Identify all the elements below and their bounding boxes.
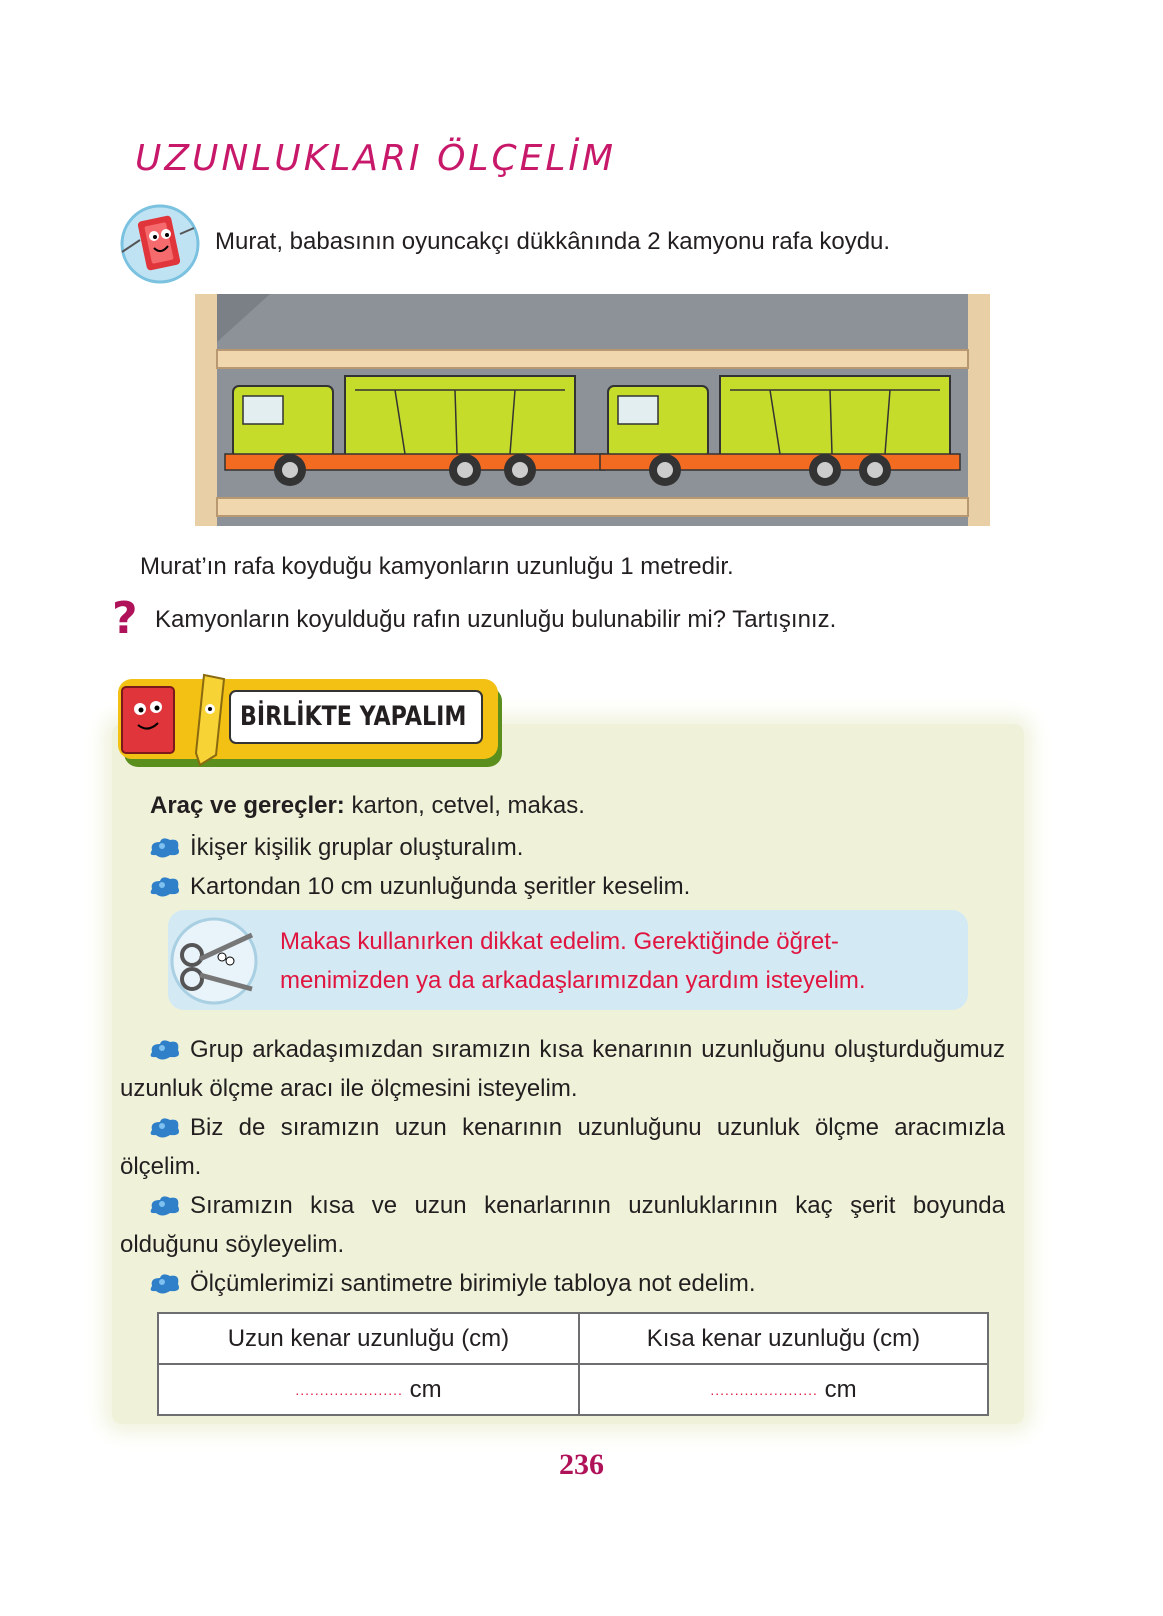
activity-banner-label: BİRLİKTE YAPALIM: [240, 701, 467, 732]
measurement-table: [157, 1312, 989, 1416]
paragraph-text: Biz de sıramızın uzun kenarının uzunluğunu uzunluk ölçme aracımızla ölçelim.: [120, 1114, 1005, 1180]
table-header: Kısa kenar uzunluğu (cm): [579, 1313, 988, 1364]
tools-label: Araç ve gereçler:: [150, 792, 345, 819]
long-edge-answer-cell[interactable]: [158, 1364, 579, 1415]
statement-text: Murat’ın rafa koyduğu kamyonların uzunluğu 1 metredir.: [140, 553, 734, 580]
notebook-mascot-icon: [110, 200, 202, 290]
table-row: [158, 1364, 988, 1415]
table-header: Uzun kenar uzunluğu (cm): [158, 1313, 579, 1364]
paragraph-text: Grup arkadaşımızdan sıramızın kısa kenarının uzunluğunu oluşturduğumuz uzunluk ölçme aracı ile ölçmesini isteyelim.: [120, 1036, 1005, 1102]
splash-bullet-icon: [148, 1272, 182, 1294]
step-text: İkişer kişilik gruplar oluşturalım.: [190, 834, 524, 861]
answer-blank: ......................: [710, 1381, 818, 1398]
step-paragraph: [120, 1030, 1005, 1108]
step-paragraph: [120, 1264, 1005, 1303]
step-text: Kartondan 10 cm uzunluğunda şeritler keselim.: [190, 873, 691, 900]
book-pencil-mascot-icon: [122, 675, 224, 765]
shelf-trucks-illustration: [195, 294, 990, 526]
intro-text: Murat, babasının oyuncakçı dükkânında 2 kamyonu rafa koydu.: [215, 228, 891, 255]
warning-text: [280, 922, 960, 1000]
page-title: UZUNLUKLARI ÖLÇELİM: [135, 138, 617, 179]
splash-bullet-icon: [148, 1194, 182, 1216]
tools-value: karton, cetvel, makas.: [344, 792, 585, 819]
tools-line: [150, 792, 585, 820]
page-number: 236: [559, 1448, 604, 1481]
question-mark-icon: ?: [112, 593, 138, 644]
truck-2: [600, 376, 960, 486]
step-paragraph: [120, 1186, 1005, 1264]
splash-bullet-icon: [148, 1116, 182, 1138]
step-item: [148, 867, 690, 906]
paragraph-text: Ölçümlerimizi santimetre birimiyle tabloya not edelim.: [190, 1270, 756, 1297]
splash-bullet-icon: [148, 1038, 182, 1060]
unit-label: cm: [409, 1375, 442, 1403]
unit-label: cm: [824, 1375, 857, 1403]
short-edge-answer-cell[interactable]: [579, 1364, 988, 1415]
question-text: Kamyonların koyulduğu rafın uzunluğu bulunabilir mi? Tartışınız.: [155, 606, 837, 633]
warning-line: Makas kullanırken dikkat edelim. Gerektiğinde öğret-: [280, 928, 839, 955]
paragraph-text: Sıramızın kısa ve uzun kenarlarının uzunluklarının kaç şerit boyunda olduğunu söyleyelim.: [120, 1192, 1005, 1258]
truck-1: [225, 376, 605, 486]
splash-bullet-icon: [148, 875, 182, 897]
table-header-row: [158, 1313, 988, 1364]
answer-blank: ......................: [295, 1381, 403, 1398]
scissors-icon: [166, 915, 266, 1007]
warning-line: menimizden ya da arkadaşlarımızdan yardım isteyelim.: [280, 967, 866, 994]
splash-bullet-icon: [148, 836, 182, 858]
step-paragraph: [120, 1108, 1005, 1186]
step-item: [148, 828, 523, 867]
